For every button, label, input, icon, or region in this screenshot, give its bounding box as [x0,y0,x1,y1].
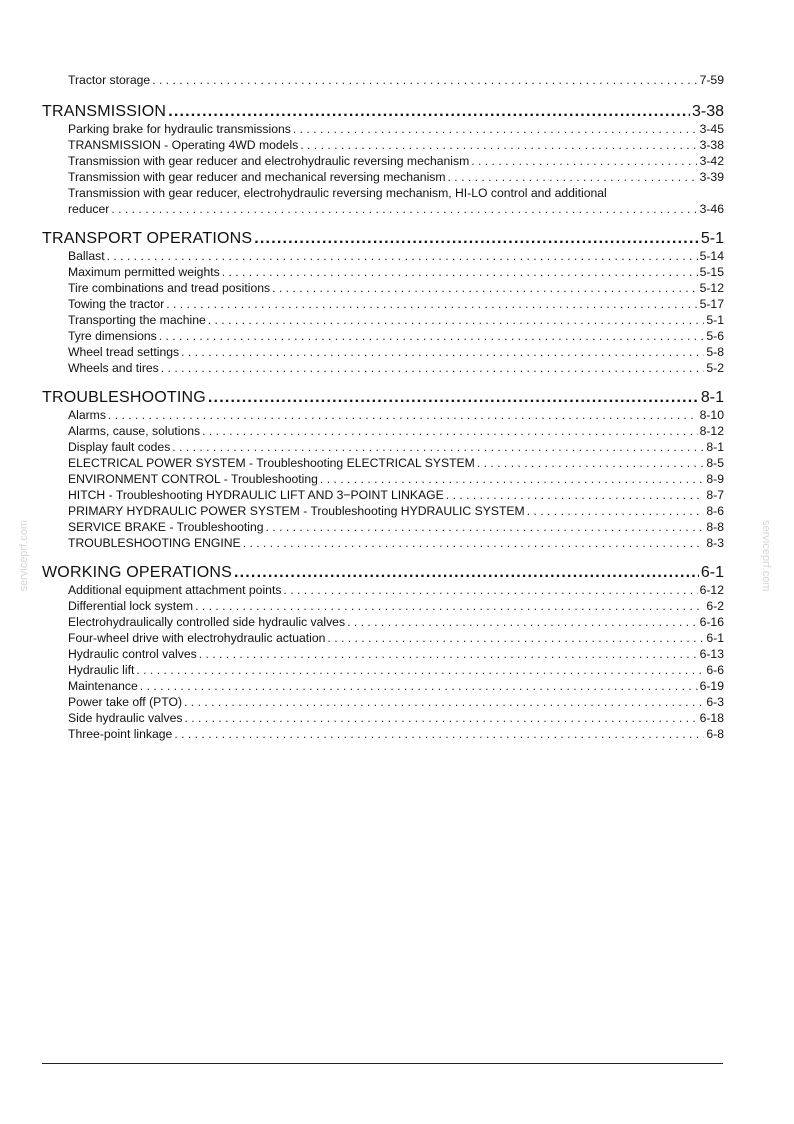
toc-entry-title: Additional equipment attachment points [68,583,282,597]
toc-entry[interactable] [42,280,724,296]
toc-entry[interactable] [42,169,724,185]
toc-entry-page: 5-14 [699,249,724,263]
dot-leader [446,487,705,503]
toc-entry-page: 6-1 [706,631,724,645]
dot-leader [234,563,699,582]
dot-leader [184,710,697,726]
toc-entry-title: Hydraulic lift [68,663,135,677]
dot-leader [195,598,704,614]
toc-entry[interactable] [42,344,724,360]
section-page: 5-1 [700,230,724,247]
dot-leader [184,694,704,710]
toc-entry-page: 6-19 [699,679,724,693]
toc-entry-page: 5-6 [706,329,724,343]
toc-entry-title: Maintenance [68,679,138,693]
dot-leader [243,535,705,551]
toc-entry-title-line1: Transmission with gear reducer, electrohydraulic reversing mechanism, HI-LO control and additional [68,186,607,200]
toc-entry[interactable] [42,710,724,726]
toc-entry[interactable] [42,455,724,471]
toc-entry-title: Three-point linkage [68,727,173,741]
toc-entry-page: 3-39 [699,170,724,184]
toc-entry-page: 8-7 [706,488,724,502]
toc-entry-title: Power take off (PTO) [68,695,183,709]
dot-leader [254,229,699,248]
toc-entry-title: Alarms [68,408,106,422]
dot-leader [347,614,698,630]
toc-entry-title: Transmission with gear reducer and electrohydraulic reversing mechanism [68,154,470,168]
toc-entry-title: Parking brake for hydraulic transmissions [68,122,291,136]
toc-entry-title: reducer [68,202,110,216]
toc-entry[interactable] [42,312,724,328]
toc-entry[interactable] [42,360,724,376]
toc-entry-title: Alarms, cause, solutions [68,424,201,438]
toc-entry-title: SERVICE BRAKE - Troubleshooting [68,520,264,534]
toc-section-heading[interactable] [42,388,724,407]
dot-leader [477,455,705,471]
footer-rule [42,1063,723,1064]
toc-entry[interactable] [42,535,724,551]
dot-leader [152,72,697,88]
toc-entry-page: 6-6 [706,663,724,677]
toc-entry-page: 7-59 [699,73,724,87]
toc-entry-page: 5-1 [706,313,724,327]
dot-leader [471,153,697,169]
toc-entry-title: Differential lock system [68,599,194,613]
toc-entry-page: 5-17 [699,297,724,311]
toc-entry-page: 8-6 [706,504,724,518]
toc-entry[interactable] [42,407,724,423]
section-page: 8-1 [700,389,724,406]
toc-entry-page: 5-12 [699,281,724,295]
toc-entry-page: 3-38 [699,138,724,152]
toc-entry-title: ELECTRICAL POWER SYSTEM - Troubleshooting ELECTRICAL SYSTEM [68,456,475,470]
toc-entry-title: TRANSMISSION - Operating 4WD models [68,138,299,152]
dot-leader [283,582,697,598]
dot-leader [293,121,698,137]
toc-entry-page: 3-45 [699,122,724,136]
toc-section-heading[interactable] [42,229,724,248]
section-page: 3-38 [691,103,724,120]
dot-leader [527,503,705,519]
toc-entry-page: 3-46 [699,202,724,216]
toc-entry[interactable] [42,678,724,694]
dot-leader [208,388,699,407]
toc-section-heading[interactable] [42,563,724,582]
toc-entry-page: 6-18 [699,711,724,725]
toc-entry-page: 8-10 [699,408,724,422]
dot-leader [266,519,705,535]
toc-entry-page: 8-3 [706,536,724,550]
toc-entry-page: 6-3 [706,695,724,709]
dot-leader [136,662,704,678]
section-title: TROUBLESHOOTING [42,389,206,406]
dot-leader [208,312,705,328]
toc-entry[interactable] [42,423,724,439]
toc-entry[interactable] [42,694,724,710]
toc-entry[interactable] [42,503,724,519]
dot-leader [448,169,698,185]
toc-entry[interactable] [42,582,724,598]
dot-leader [166,296,697,312]
dot-leader [111,201,697,217]
dot-leader [168,102,690,121]
toc-entry[interactable] [42,439,724,455]
watermark-left: serviceprf.com [18,520,30,592]
toc-entry-title: Maximum permitted weights [68,265,220,279]
dot-leader [108,407,698,423]
toc-entry-page: 8-12 [699,424,724,438]
dot-leader [327,630,704,646]
toc-entry-title: ENVIRONMENT CONTROL - Troubleshooting [68,472,318,486]
dot-leader [161,360,705,376]
toc-entry-line2 [68,201,724,217]
toc-entry[interactable] [42,630,724,646]
toc-entry[interactable] [42,72,724,88]
toc-entry[interactable] [42,662,724,678]
dot-leader [300,137,697,153]
section-title: WORKING OPERATIONS [42,564,232,581]
toc-entry-page: 3-42 [699,154,724,168]
toc-entry-page: 8-5 [706,456,724,470]
section-page: 6-1 [700,564,724,581]
toc-entry-page: 5-8 [706,345,724,359]
toc-entry-title: Towing the tractor [68,297,165,311]
toc-entry[interactable] [42,487,724,503]
dot-leader [222,264,698,280]
toc-entry-page: 8-8 [706,520,724,534]
toc-entry[interactable] [42,137,724,153]
toc-entry-page: 8-1 [706,440,724,454]
dot-leader [272,280,697,296]
toc-entry-title: Display fault codes [68,440,171,454]
section-title: TRANSPORT OPERATIONS [42,230,253,247]
dot-leader [174,726,704,742]
toc-entry[interactable] [42,328,724,344]
toc-entry[interactable] [42,471,724,487]
toc-entry-page: 6-2 [706,599,724,613]
toc-entry[interactable] [42,264,724,280]
toc-entry-title: Tractor storage [68,73,151,87]
toc-entry-page: 6-12 [699,583,724,597]
toc-entry[interactable] [42,248,724,264]
toc-entry-page: 6-8 [706,727,724,741]
toc-entry-title: Transmission with gear reducer and mechanical reversing mechanism [68,170,446,184]
dot-leader [140,678,698,694]
toc-entry-page: 5-2 [706,361,724,375]
toc-entry[interactable] [42,296,724,312]
watermark-right: serviceprf.com [760,520,772,592]
dot-leader [202,423,698,439]
dot-leader [320,471,704,487]
toc-entry-title: Transporting the machine [68,313,206,327]
toc-entry[interactable] [42,153,724,169]
toc-entry-title: Side hydraulic valves [68,711,183,725]
toc-entry[interactable] [42,726,724,742]
toc-entry-title: PRIMARY HYDRAULIC POWER SYSTEM - Troubleshooting HYDRAULIC SYSTEM [68,504,525,518]
toc-entry-title: HITCH - Troubleshooting HYDRAULIC LIFT AND 3−POINT LINKAGE [68,488,444,502]
dot-leader [159,328,705,344]
toc-entry-page: 6-16 [699,615,724,629]
toc-entry-title: Ballast [68,249,105,263]
table-of-contents [42,72,724,742]
toc-entry-title: Four-wheel drive with electrohydraulic actuation [68,631,326,645]
toc-entry[interactable] [42,519,724,535]
toc-entry[interactable] [42,598,724,614]
dot-leader [172,439,704,455]
toc-entry[interactable] [42,646,724,662]
toc-entry[interactable] [42,185,724,217]
toc-entry[interactable] [42,121,724,137]
toc-entry-title: Tyre dimensions [68,329,157,343]
toc-entry-title: Hydraulic control valves [68,647,197,661]
toc-section-heading[interactable] [42,102,724,121]
toc-entry-title: Wheel tread settings [68,345,180,359]
dot-leader [199,646,698,662]
toc-entry-title: Electrohydraulically controlled side hydraulic valves [68,615,346,629]
toc-entry-title: TROUBLESHOOTING ENGINE [68,536,241,550]
dot-leader [181,344,704,360]
toc-entry-page: 8-9 [706,472,724,486]
dot-leader [107,248,698,264]
toc-entry-title: Wheels and tires [68,361,159,375]
toc-entry-page: 5-15 [699,265,724,279]
section-title: TRANSMISSION [42,103,167,120]
toc-entry[interactable] [42,614,724,630]
toc-entry-page: 6-13 [699,647,724,661]
toc-entry-title: Tire combinations and tread positions [68,281,271,295]
